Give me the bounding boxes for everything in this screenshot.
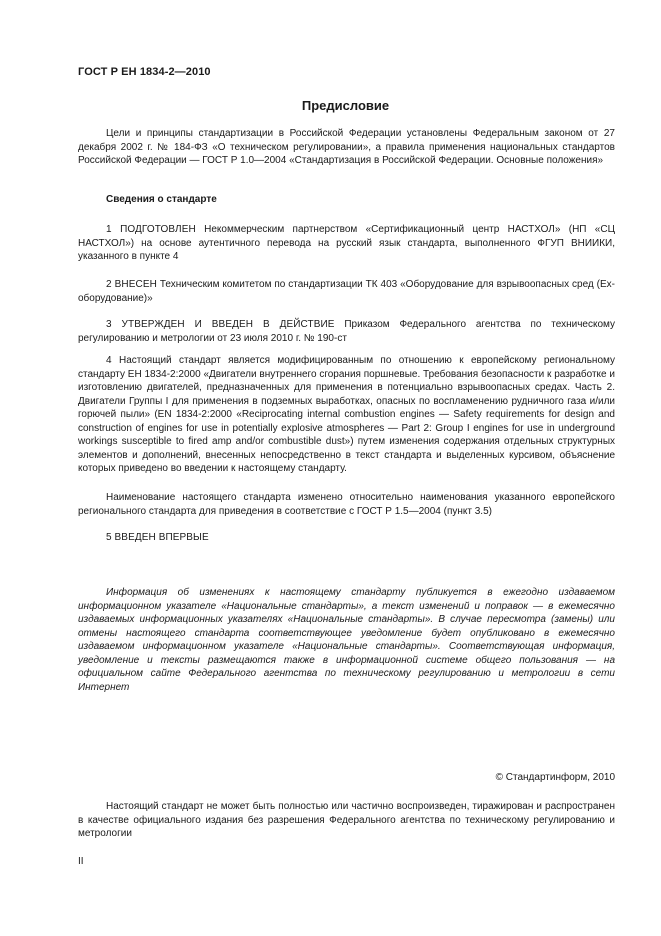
notice-paragraph: Информация об изменениях к настоящему стандарту публикуется в ежегодно издаваемом информационном указателе «Национальные стандарты», а текст изменений и поправок — в ежемесячно издаваемых информационных указателях «Национальные стандарты». В случае пересмотра (замены) или отмены настоящего стандарта соответствующее уведомление будет опубликовано в ежемесячно издаваемом информационном указателе «Национальные стандарты». Соответствующая информация, уведомление и тексты размещаются также в информационной системе общего пользования — на официальном сайте Федерального агентства по техническому регулированию и метрологии в сети Интернет: [78, 587, 615, 693]
item-3-text: Приказом Федерального агентства по техническому регулированию и метрологии от 23 июля 2010 г. № 190-ст: [78, 319, 615, 344]
item-4-paragraph: [78, 354, 615, 476]
copyright-line: © Стандартинформ, 2010: [495, 772, 615, 783]
item-3-lead: 3 УТВЕРЖДЕН И ВВЕДЕН В ДЕЙСТВИЕ: [106, 319, 335, 330]
item-1-text: Некоммерческим партнерством «Сертификационный центр НАСТХОЛ» (НП «СЦ НАСТХОЛ») на основе аутентичного перевода на русский язык стандарта, выполненного ФГУП ВНИИКИ, указанного в пункте 4: [78, 224, 615, 262]
item-2-paragraph: [78, 278, 615, 305]
info-heading: Сведения о стандарте: [106, 194, 217, 205]
item-3-paragraph: [78, 318, 615, 345]
page-title: Предисловие: [301, 98, 390, 113]
page-number: II: [78, 856, 84, 867]
intro-paragraph: Цели и принципы стандартизации в Российской Федерации установлены Федеральным законом от 27 декабря 2002 г. № 184-ФЗ «О техническом регулировании», а правила применения национальных стандартов Российской Федерации — ГОСТ Р 1.0—2004 «Стандартизация в Российской Федерации. Основные положения»: [78, 128, 615, 166]
item-2-text: Техническим комитетом по стандартизации ТК 403 «Оборудование для взрывоопасных сред (Ех-оборудование)»: [78, 279, 615, 304]
item-1-lead: 1 ПОДГОТОВЛЕН: [106, 224, 196, 235]
item-1-paragraph: [78, 223, 615, 264]
item-2-lead: 2 ВНЕСЕН: [106, 279, 157, 290]
item-4-text: Настоящий стандарт является модифицированным по отношению к европейскому региональному стандарту ЕН 1834-2:2000 «Двигатели внутреннего сгорания поршневые. Требования безопасности к разработке и изготовлению двигателей, предназначенных для применения в потенциально взрывоопасных средах. Часть 2. Двигатели Группы I для применения в подземных выработках, опасных по воспламенению рудничного газа и/или горючей пыли» (EN 1834-2:2000 «Reciprocating internal combustion engines — Safety requirements for design and construction of engines for use in potentially explosive atmospheres — Part 2: Group I engines for use in underground workings susceptible to fired amp and/or combustible dust») путем изменения содержания отдельных структурных элементов и дополнений, внесенных непосредственно в текст стандарта и выделенных курсивом, объяснение которых приведено во введении к настоящему стандарту.: [78, 355, 615, 474]
document-id-header: ГОСТ Р ЕН 1834-2—2010: [78, 66, 211, 78]
item-5-paragraph: [78, 531, 615, 545]
item-4-lead: 4: [106, 355, 112, 366]
item-5-lead: 5 ВВЕДЕН ВПЕРВЫЕ: [106, 532, 209, 543]
item-4-name-change-paragraph: Наименование настоящего стандарта изменено относительно наименования указанного европейского регионального стандарта для приведения в соответствие с ГОСТ Р 1.5—2004 (пункт 3.5): [78, 492, 615, 517]
rights-paragraph: Настоящий стандарт не может быть полностью или частично воспроизведен, тиражирован и распространен в качестве официального издания без разрешения Федерального агентства по техническому регулированию и метрологии: [78, 801, 615, 839]
